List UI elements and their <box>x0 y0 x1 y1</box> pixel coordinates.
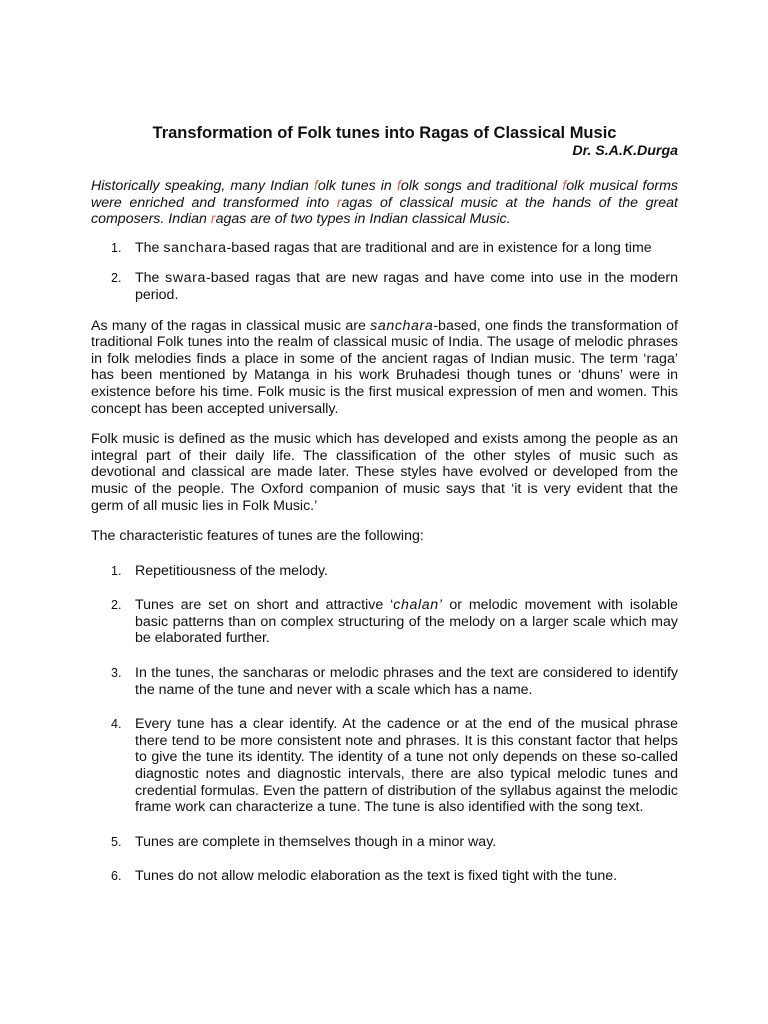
list-item <box>91 834 678 851</box>
paragraph-term: sanchara <box>370 317 434 334</box>
list-number: 4. <box>111 717 122 732</box>
list-text: The <box>135 270 166 287</box>
list-item <box>91 597 678 647</box>
list-text: In the tunes, the sancharas or melodic phrases and the text are considered to identify the name of the tune and never with a scale which has a name. <box>135 665 678 698</box>
intro-text: olk musical forms were enriched and transformed into <box>91 178 678 211</box>
list-number: 6. <box>111 869 122 884</box>
list-text: The <box>135 239 164 256</box>
intro-highlight: f <box>396 178 401 194</box>
list-text: Every tune has a clear identify. At the cadence or at the end of the musical phrase there tend to be more consistent note and phrases. It is this constant factor that helps to give the tune its identity. The identity of a tune not only depends on these so-called diagnostic notes and diagnostic intervals, there are also typical melodic tunes and credential formulas. Even the pattern of distribution of the syllabus against the melodic frame work can characterize a tune. The tune is also identified with the song text. <box>135 716 678 816</box>
list-number: 2. <box>111 271 122 286</box>
intro-text: agas of classical music at the hands of the great composers. Indian <box>91 194 679 228</box>
list-number: 3. <box>111 666 122 681</box>
list-term: chalan’ <box>393 597 443 614</box>
list-item <box>91 716 678 816</box>
list-text: -based ragas that are traditional and are in existence for a long time <box>226 239 652 256</box>
paragraph-text: As many of the ragas in classical music are <box>91 317 371 334</box>
list-term: swara <box>165 270 206 287</box>
list-text: Tunes do not allow melodic elaboration as the text is fixed tight with the tune. <box>135 868 618 885</box>
intro-highlight: r <box>336 194 342 211</box>
document-body <box>91 124 678 885</box>
paragraph: The characteristic features of tunes are the following: <box>91 528 424 545</box>
author-name: Dr. S.A.K.Durga <box>572 143 678 159</box>
intro-highlight: r <box>210 211 216 228</box>
intro-highlight: f <box>313 178 318 194</box>
list-number: 5. <box>111 834 122 849</box>
list-item <box>91 270 678 303</box>
raga-types-list <box>91 240 678 304</box>
list-term: sanchara <box>163 239 227 256</box>
list-item <box>91 563 678 580</box>
list-number: 1. <box>111 563 122 578</box>
list-item <box>91 868 678 885</box>
list-text: -based ragas that are new ragas and have come into use in the modern period. <box>135 270 679 303</box>
list-text: or melodic movement with isolable basic patterns than on complex structuring of the melody on a larger scale which may be elaborated further. <box>135 597 678 647</box>
list-number: 2. <box>111 598 122 613</box>
intro-text: olk songs and traditional <box>400 178 563 194</box>
list-item <box>91 240 678 257</box>
list-text: Tunes are complete in themselves though in a minor way. <box>135 833 497 850</box>
paragraph <box>91 318 678 418</box>
list-text: Tunes are set on short and attractive ‘ <box>135 597 394 614</box>
intro-text: Historically speaking, many Indian <box>91 178 314 194</box>
paragraph-text: -based, one finds the transformation of traditional Folk tunes into the realm of classical music of India. The usage of melodic phrases in folk melodies finds a place in some of the ancient ragas of Indian music. The term ‘raga’ has been mentioned by Matanga in his work Bruhadesi though tunes or ‘dhuns’ were in existence before his time. Folk music is the first musical expression of men and women. This concept has been accepted universally. <box>91 317 678 417</box>
intro-text: olk tunes in <box>317 178 397 194</box>
paragraph: Folk music is defined as the music which has developed and exists among the people as an integral part of their daily life. The classification of the other styles of music such as devotional and classical are made later. These styles have evolved or developed from the music of the people. The Oxford companion of music says that ‘it is very evident that the germ of all music lies in Folk Music.’ <box>91 431 678 514</box>
intro-highlight: f <box>562 178 567 194</box>
features-list <box>91 563 678 885</box>
intro-text: agas are of two types in Indian classical Music. <box>215 211 511 228</box>
list-number: 1. <box>111 240 122 255</box>
intro-paragraph <box>91 178 678 228</box>
list-text: Repetitiousness of the melody. <box>135 562 328 579</box>
list-item <box>91 665 678 698</box>
page-title: Transformation of Folk tunes into Ragas of Classical Music <box>152 124 617 142</box>
